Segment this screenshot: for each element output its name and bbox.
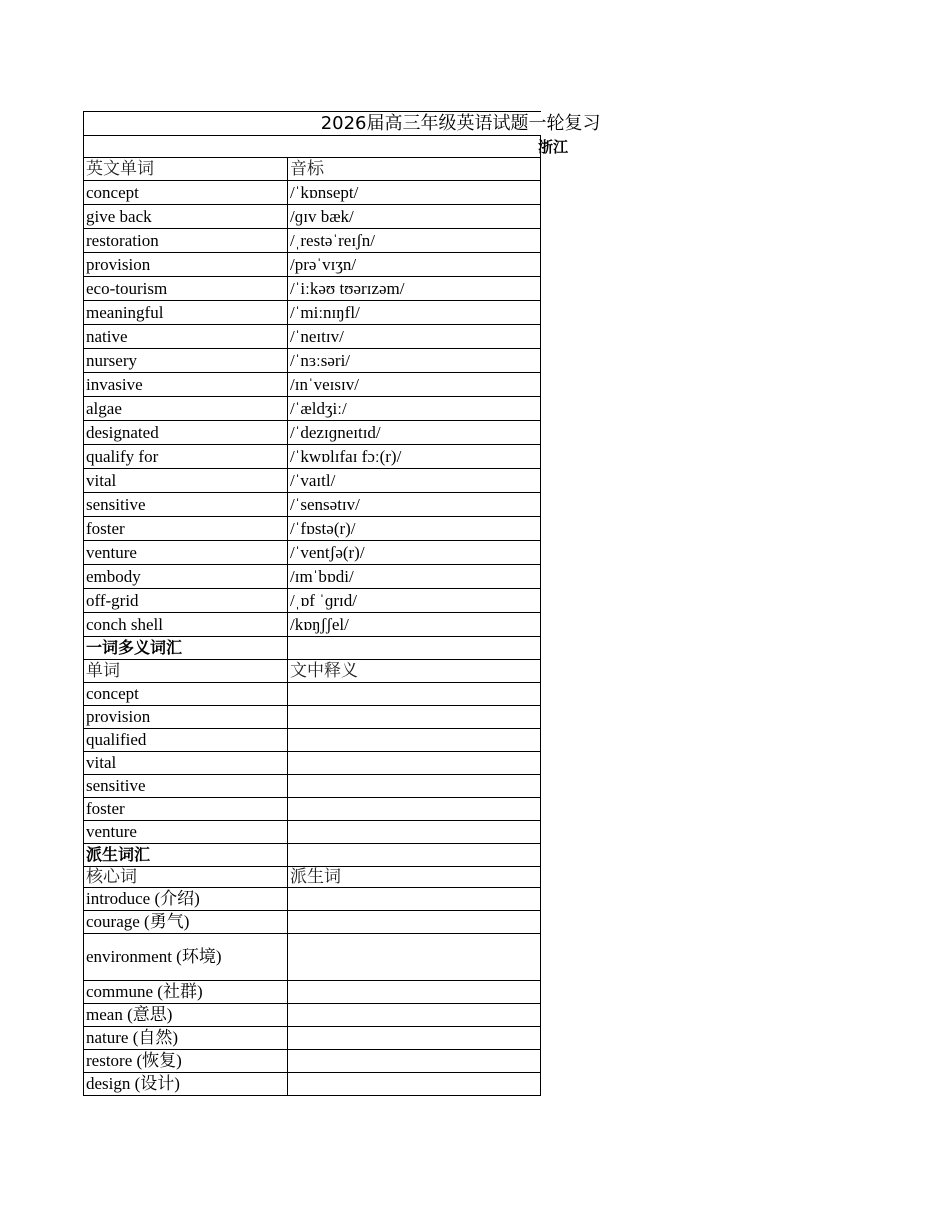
table-row: [84, 277, 541, 301]
table-row: [84, 517, 541, 541]
header-derived-word: 派生词: [288, 867, 541, 888]
table-row: [84, 397, 541, 421]
table-row: [84, 253, 541, 277]
core-word-cell: mean (意思): [84, 1004, 288, 1027]
table-row: [84, 981, 541, 1004]
core-word-cell: introduce (介绍): [84, 888, 288, 911]
meaning-cell: [288, 775, 541, 798]
table-row: [84, 1004, 541, 1027]
phonetic-cell: /ˌrestəˈreɪʃn/: [288, 229, 541, 253]
core-word-cell: environment (环境): [84, 934, 288, 981]
meaning-cell: [288, 798, 541, 821]
phonetic-cell: /ˈældʒiː/: [288, 397, 541, 421]
phonetic-cell: /prəˈvɪʒn/: [288, 253, 541, 277]
table-row: [84, 181, 541, 205]
word-cell: off-grid: [84, 589, 288, 613]
derived-word-cell: [288, 934, 541, 981]
word-cell: vital: [84, 469, 288, 493]
table-row: [84, 798, 541, 821]
word-cell: qualify for: [84, 445, 288, 469]
vocab-header-row: [84, 158, 541, 181]
header-core-word: 核心词: [84, 867, 288, 888]
table-row: [84, 1073, 541, 1096]
table-row: [84, 349, 541, 373]
core-word-cell: nature (自然): [84, 1027, 288, 1050]
phonetic-cell: /ɪnˈveɪsɪv/: [288, 373, 541, 397]
table-row: [84, 205, 541, 229]
sheet-subtitle: 浙江: [537, 137, 568, 156]
worksheet: [83, 111, 601, 1096]
table-row: [84, 325, 541, 349]
table-row: [84, 613, 541, 637]
table-row: [84, 493, 541, 517]
word-cell: vital: [84, 752, 288, 775]
vocab-table: [83, 111, 601, 1096]
phonetic-cell: /ˌɒf ˈɡrɪd/: [288, 589, 541, 613]
word-cell: concept: [84, 181, 288, 205]
word-cell: embody: [84, 565, 288, 589]
section-title: 派生词汇: [84, 844, 288, 867]
word-cell: concept: [84, 683, 288, 706]
table-row: [84, 683, 541, 706]
sheet-title-cell: [84, 112, 601, 136]
table-row: [84, 752, 541, 775]
table-row: [84, 706, 541, 729]
phonetic-cell: /kɒŋʃʃel/: [288, 613, 541, 637]
core-word-cell: design (设计): [84, 1073, 288, 1096]
phonetic-cell: /ˈmiːnɪŋfl/: [288, 301, 541, 325]
core-word-cell: restore (恢复): [84, 1050, 288, 1073]
table-row: [84, 888, 541, 911]
derived-word-cell: [288, 1027, 541, 1050]
table-row: [84, 729, 541, 752]
word-cell: foster: [84, 517, 288, 541]
word-cell: restoration: [84, 229, 288, 253]
phonetic-cell: /ɡɪv bæk/: [288, 205, 541, 229]
derived-word-cell: [288, 1004, 541, 1027]
table-row: [84, 589, 541, 613]
word-cell: qualified: [84, 729, 288, 752]
word-cell: venture: [84, 821, 288, 844]
table-row: [84, 229, 541, 253]
subtitle-row: [84, 136, 541, 158]
derived-word-cell: [288, 1050, 541, 1073]
phonetic-cell: /ɪmˈbɒdi/: [288, 565, 541, 589]
meaning-cell: [288, 752, 541, 775]
empty-cell: [288, 637, 541, 660]
phonetic-cell: /ˈkɒnsept/: [288, 181, 541, 205]
word-cell: venture: [84, 541, 288, 565]
phonetic-cell: /ˈventʃə(r)/: [288, 541, 541, 565]
table-row: [84, 469, 541, 493]
derived-word-cell: [288, 911, 541, 934]
empty-cell: [288, 844, 541, 867]
table-row: [84, 445, 541, 469]
table-row: [84, 565, 541, 589]
meaning-cell: [288, 706, 541, 729]
derived-word-cell: [288, 1073, 541, 1096]
phonetic-cell: /ˈdezɪɡneɪtɪd/: [288, 421, 541, 445]
phonetic-cell: /ˈkwɒlɪfaɪ fɔː(r)/: [288, 445, 541, 469]
phonetic-cell: /ˈnɜːsəri/: [288, 349, 541, 373]
header-phonetic: 音标: [288, 158, 541, 181]
phonetic-cell: /ˈfɒstə(r)/: [288, 517, 541, 541]
phonetic-cell: /ˈiːkəʊ tʊərɪzəm/: [288, 277, 541, 301]
word-cell: native: [84, 325, 288, 349]
word-cell: meaningful: [84, 301, 288, 325]
meaning-cell: [288, 729, 541, 752]
table-row: [84, 775, 541, 798]
polysemy-header-row: [84, 660, 541, 683]
derived-word-cell: [288, 888, 541, 911]
phonetic-cell: /ˈvaɪtl/: [288, 469, 541, 493]
subtitle-cell: [84, 136, 568, 158]
table-row: [84, 1027, 541, 1050]
core-word-cell: courage (勇气): [84, 911, 288, 934]
word-cell: algae: [84, 397, 288, 421]
word-cell: provision: [84, 706, 288, 729]
word-cell: sensitive: [84, 493, 288, 517]
derived-word-cell: [288, 981, 541, 1004]
word-cell: designated: [84, 421, 288, 445]
header-word: 英文单词: [84, 158, 288, 181]
header-word: 单词: [84, 660, 288, 683]
table-row: [84, 911, 541, 934]
header-meaning: 文中释义: [288, 660, 541, 683]
meaning-cell: [288, 821, 541, 844]
sheet-title: 2026届高三年级英语试题一轮复习: [320, 112, 601, 134]
word-cell: sensitive: [84, 775, 288, 798]
word-cell: provision: [84, 253, 288, 277]
section-title: 一词多义词汇: [84, 637, 288, 660]
word-cell: give back: [84, 205, 288, 229]
phonetic-cell: /ˈsensətɪv/: [288, 493, 541, 517]
table-row: [84, 373, 541, 397]
meaning-cell: [288, 683, 541, 706]
section-row-derivation: [84, 844, 541, 867]
word-cell: nursery: [84, 349, 288, 373]
core-word-cell: commune (社群): [84, 981, 288, 1004]
table-row: [84, 934, 541, 981]
table-row: [84, 1050, 541, 1073]
word-cell: foster: [84, 798, 288, 821]
word-cell: invasive: [84, 373, 288, 397]
table-row: [84, 541, 541, 565]
table-row: [84, 421, 541, 445]
derivation-header-row: [84, 867, 541, 888]
title-row: [84, 112, 541, 136]
word-cell: conch shell: [84, 613, 288, 637]
table-row: [84, 821, 541, 844]
phonetic-cell: /ˈneɪtɪv/: [288, 325, 541, 349]
table-row: [84, 301, 541, 325]
word-cell: eco-tourism: [84, 277, 288, 301]
section-row-polysemy: [84, 637, 541, 660]
